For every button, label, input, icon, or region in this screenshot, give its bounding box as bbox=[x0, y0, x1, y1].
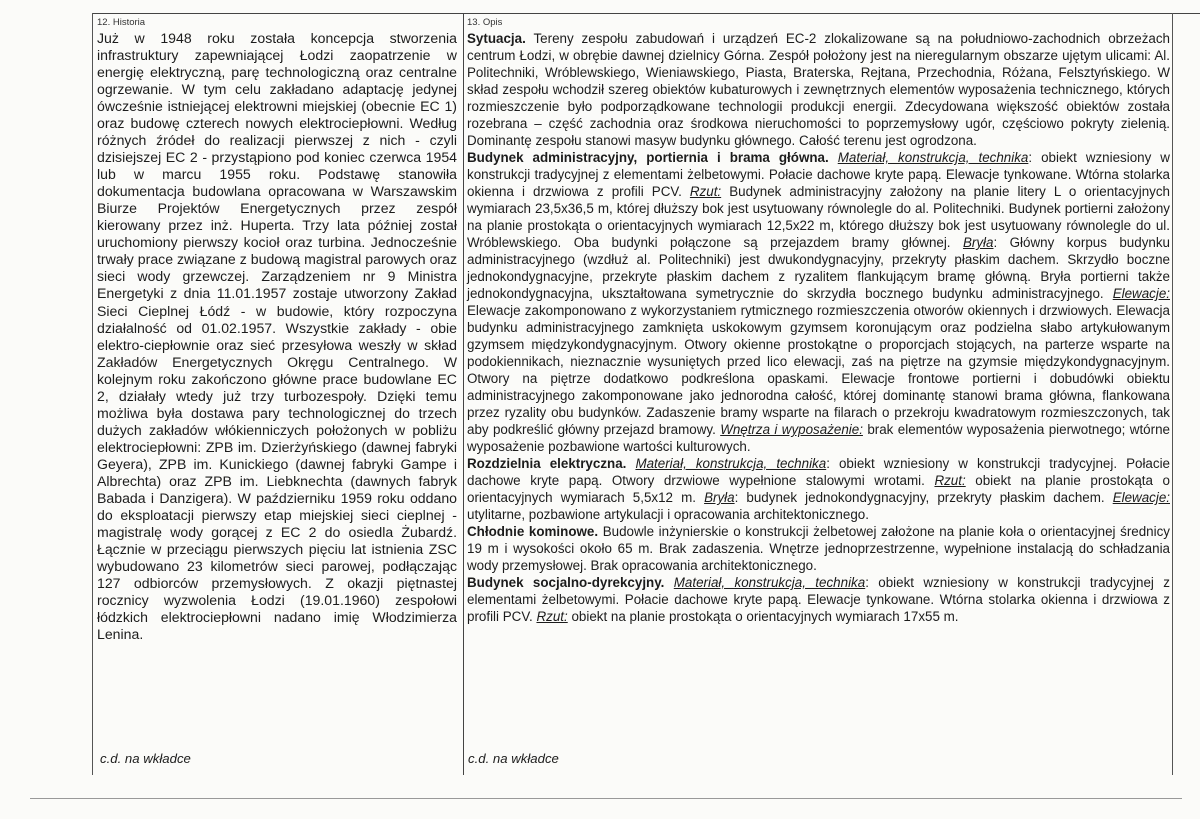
label-elewacje: Elewacje: bbox=[1112, 490, 1170, 505]
top-rule bbox=[92, 13, 1200, 14]
description-header: 13. Opis bbox=[467, 17, 503, 28]
section-text: Tereny zespołu zabudowań i urządzeń EC-2 zlokalizowane są na południowo-zachodnich obrzeżach centrum Łodzi, w obrębie dawnej dzielnicy Górna. Zespół położony jest na nieregularnym obszarze ujętym ulicami: Al. Politechniki, Wróblewskiego, Wieniawskiego, Piasta, Braterska, Rejtana, Przechodnia, Różana, Felsztyńskiego. W skład zespołu wchodził szereg obiektów kubaturowych i zewnętrznych elementów wyposażenia technicznego, których rozmieszczenie było podporządkowane technologii produkcji energii. Zdecydowana większość obiektów została rozebrana – część zachodnia oraz środkowa nieruchomości to poprzemysłowy ugór, częściowo pokryty zielenią. Dominantę zespołu stanowi masyw budynku głównego. Całość terenu jest ogrodzona. bbox=[467, 31, 1170, 148]
history-header: 12. Historia bbox=[97, 17, 146, 28]
label-bryla: Bryła bbox=[962, 235, 994, 250]
label-material: Materiał, konstrukcja, technika bbox=[635, 456, 827, 471]
section-text: obiekt na planie prostokąta o orientacyjnych wymiarach 17x55 m. bbox=[567, 609, 959, 624]
section-text: : Główny korpus budynku administracyjnego (wzdłuż al. Politechniki) jest dwukondygnacyjny, przekryty płaskim dachem. Skrzydło boczne jednokondygnacyjne, przekryte płaskim dachem z ryzalitem flankującym bramę główną. Bryła portierni także jednokondygnacyjna, ukształtowana symetrycznie do skrzydła bocznego budynku administracyjnego. bbox=[467, 235, 1170, 301]
section-text: obiekt na planie prostokąta o orientacyjnych wymiarach 5,5x12 m. bbox=[467, 473, 1170, 505]
label-rzut: Rzut: bbox=[536, 609, 568, 624]
section-budynek-administracyjny bbox=[467, 149, 1170, 455]
section-text: : obiekt wzniesiony w konstrukcji tradycyjnej z elementami żelbetowymi. Połacie dachowe kryte papą. Elewacje tynkowane. Wtórna stolarka okienna i drzwiowa z profili PCV. bbox=[467, 575, 1170, 624]
right-frame-line bbox=[1172, 13, 1173, 775]
section-title: Budynek socjalno-dyrekcyjny. bbox=[467, 575, 665, 590]
section-title: Chłodnie kominowe. bbox=[467, 524, 599, 539]
description-text bbox=[467, 30, 1170, 625]
section-sytuacja bbox=[467, 30, 1170, 149]
label-rzut: Rzut: bbox=[689, 184, 722, 199]
label-bryla: Bryła bbox=[704, 490, 735, 505]
section-text: : obiekt wzniesiony w konstrukcji tradycyjnej z elementami żelbetowymi. Połacie dachowe kryte papą. Elewacje tynkowane. Wtórna stolarka okienna i drzwiowa z profili PCV. bbox=[467, 150, 1170, 199]
section-text: : obiekt wzniesiony w konstrukcji tradycyjnej. Połacie dachowe kryte papą. Otwory drzwiowe wypełnione stalowymi wrotami. bbox=[467, 456, 1170, 488]
section-title: Budynek administracyjny, portiernia i brama główna. bbox=[467, 150, 829, 165]
label-material: Materiał, konstrukcja, technika bbox=[837, 150, 1029, 165]
section-text: Budynek administracyjny założony na planie litery L o orientacyjnych wymiarach 23,5x36,5 m, której dłuższy bok jest usytuowany równolegle do al. Politechniki. Budynek portierni założony na planie prostokąta o orientacyjnych wymiarach 12,5x22 m, którego dłuższy bok jest usytuowany równolegle do ul. Wróblewskiego. Oba budynki połączone są przejazdem bramy głównej. bbox=[467, 184, 1170, 250]
label-elewacje: Elewacje: bbox=[1112, 286, 1170, 301]
label-rzut: Rzut: bbox=[934, 473, 966, 488]
section-rozdzielnia bbox=[467, 455, 1170, 523]
section-chlodnie bbox=[467, 523, 1170, 574]
label-material: Materiał, konstrukcja, technika bbox=[673, 575, 866, 590]
history-column bbox=[97, 17, 457, 643]
section-text: utylitarne, pozbawione artykulacji i opracowania architektonicznego. bbox=[467, 507, 869, 522]
history-continuation-note: c.d. na wkładce bbox=[100, 751, 191, 766]
column-divider bbox=[463, 13, 464, 775]
section-text: : budynek jednokondygnacyjny, przekryty płaskim dachem. bbox=[734, 490, 1113, 505]
description-column bbox=[467, 17, 1170, 625]
section-text: brak elementów wyposażenia pierwotnego; wtórne wyposażenie pozbawione wartości kulturowych. bbox=[467, 422, 1170, 454]
section-title: Rozdzielnia elektryczna. bbox=[467, 456, 627, 471]
bottom-rule bbox=[30, 798, 1182, 799]
label-wnetrza: Wnętrza i wyposażenie: bbox=[720, 422, 863, 437]
section-text: Budowle inżynierskie o konstrukcji żelbetowej założone na planie koła o orientacyjnej średnicy 19 m i wysokości około 65 m. Brak zadaszenia. Wnętrze jednoprzestrzenne, wypełnione instalacją do schładzania wody przemysłowej. Brak opracowania architektonicznego. bbox=[467, 524, 1170, 573]
description-continuation-note: c.d. na wkładce bbox=[468, 751, 559, 766]
section-title: Sytuacja. bbox=[467, 31, 526, 46]
section-text: Elewacje zakomponowano z wykorzystaniem rytmicznego rozmieszczenia otworów okiennych i drzwiowych. Elewacja budynku administracyjnego zamknięta uskokowym gzymsem koronującym oraz podzielna słabo artykułowanym gzymsem międzykondygnacyjnym. Otwory okienne prostokątne o proporcjach stojących, na parterze wsparte na podokiennikach, nieznacznie wysuniętych przed lico elewacji, zaś na piętrze na gzymsie międzykondygnacyjnym. Otwory na piętrze dodatkowo podkreślona opaskami. Elewacje frontowe portierni i dobudówki obiektu administracyjnego zakomponowane jako jednorodna całość, której dominantę stanowi brama główna, flankowana przez ryzality obu budynków. Zadaszenie bramy wsparte na filarach o przekroju kwadratowym rozmieszczonych, tak aby podkreślić główny przejazd bramowy. bbox=[467, 303, 1170, 437]
history-text: Już w 1948 roku została koncepcja stworzenia infrastruktury zapewniającej Łodzi zaopatrzenie w energię elektryczną, parę technologiczną oraz centralne ogrzewanie. W tym celu zakładano adaptację jedynej ówcześnie istniejącej elektrowni miejskiej (obecnie EC 1) oraz budowę czterech nowych elektrociepłowni. Według różnych źródeł do realizacji pierwszej z nich - czyli dzisiejszej EC 2 - przystąpiono pod koniec czerwca 1954 lub w marcu 1955 roku. Podstawę stanowiła dokumentacja budowlana opracowana w Warszawskim Biurze Projektów Energetycznych przez zespół kierowany przez inż. Huperta. Trzy lata później został uruchomiony pierwszy kocioł oraz turbina. Jednocześnie trwały prace związane z budową magistral parowych oraz sieci wody grzewczej. Zarządzeniem nr 9 Ministra Energetyki z dnia 11.01.1957 zostaje utworzony Zakład Sieci Cieplnej Łódź - w budowie, który rozpoczyna działalność od 01.02.1957. Wszystkie zakłady - obie elektro-ciepłownie oraz sieć przesyłowa weszły w skład Zakładów Energetycznych Okręgu Centralnego. W kolejnym roku zakończono główne prace budowlane EC 2, działały wtedy już trzy turbozespoły. Dzięki temu możliwa była dostawa pary technologicznej do trzech dużych zakładów włókienniczych położonych w pobliżu elektrociepłowni: ZPB im. Dzierżyńskiego (dawnej fabryki Geyera), ZPB im. Kunickiego (dawnej fabryki Gampe i Albrechta) oraz ZPB im. Liebknechta (dawnych fabryk Babada i Danzigera). W październiku 1959 roku oddano do eksploatacji pierwszy etap miejskiej sieci cieplnej - magistralę wody gorącej z EC 2 do osiedla Żubardź. Łącznie w przeciągu pierwszych pięciu lat istnienia ZSC wybudowano 23 kilometrów sieci parowej, podłączając 127 odbiorców przemysłowych. Z okazji piętnastej rocznicy wyzwolenia Łodzi (19.01.1960) zespołowi łódzkich elektrociepłowni nadano imię Włodzimierza Lenina. bbox=[97, 30, 457, 643]
left-frame-line bbox=[92, 13, 93, 775]
section-budynek-socjalny bbox=[467, 574, 1170, 625]
